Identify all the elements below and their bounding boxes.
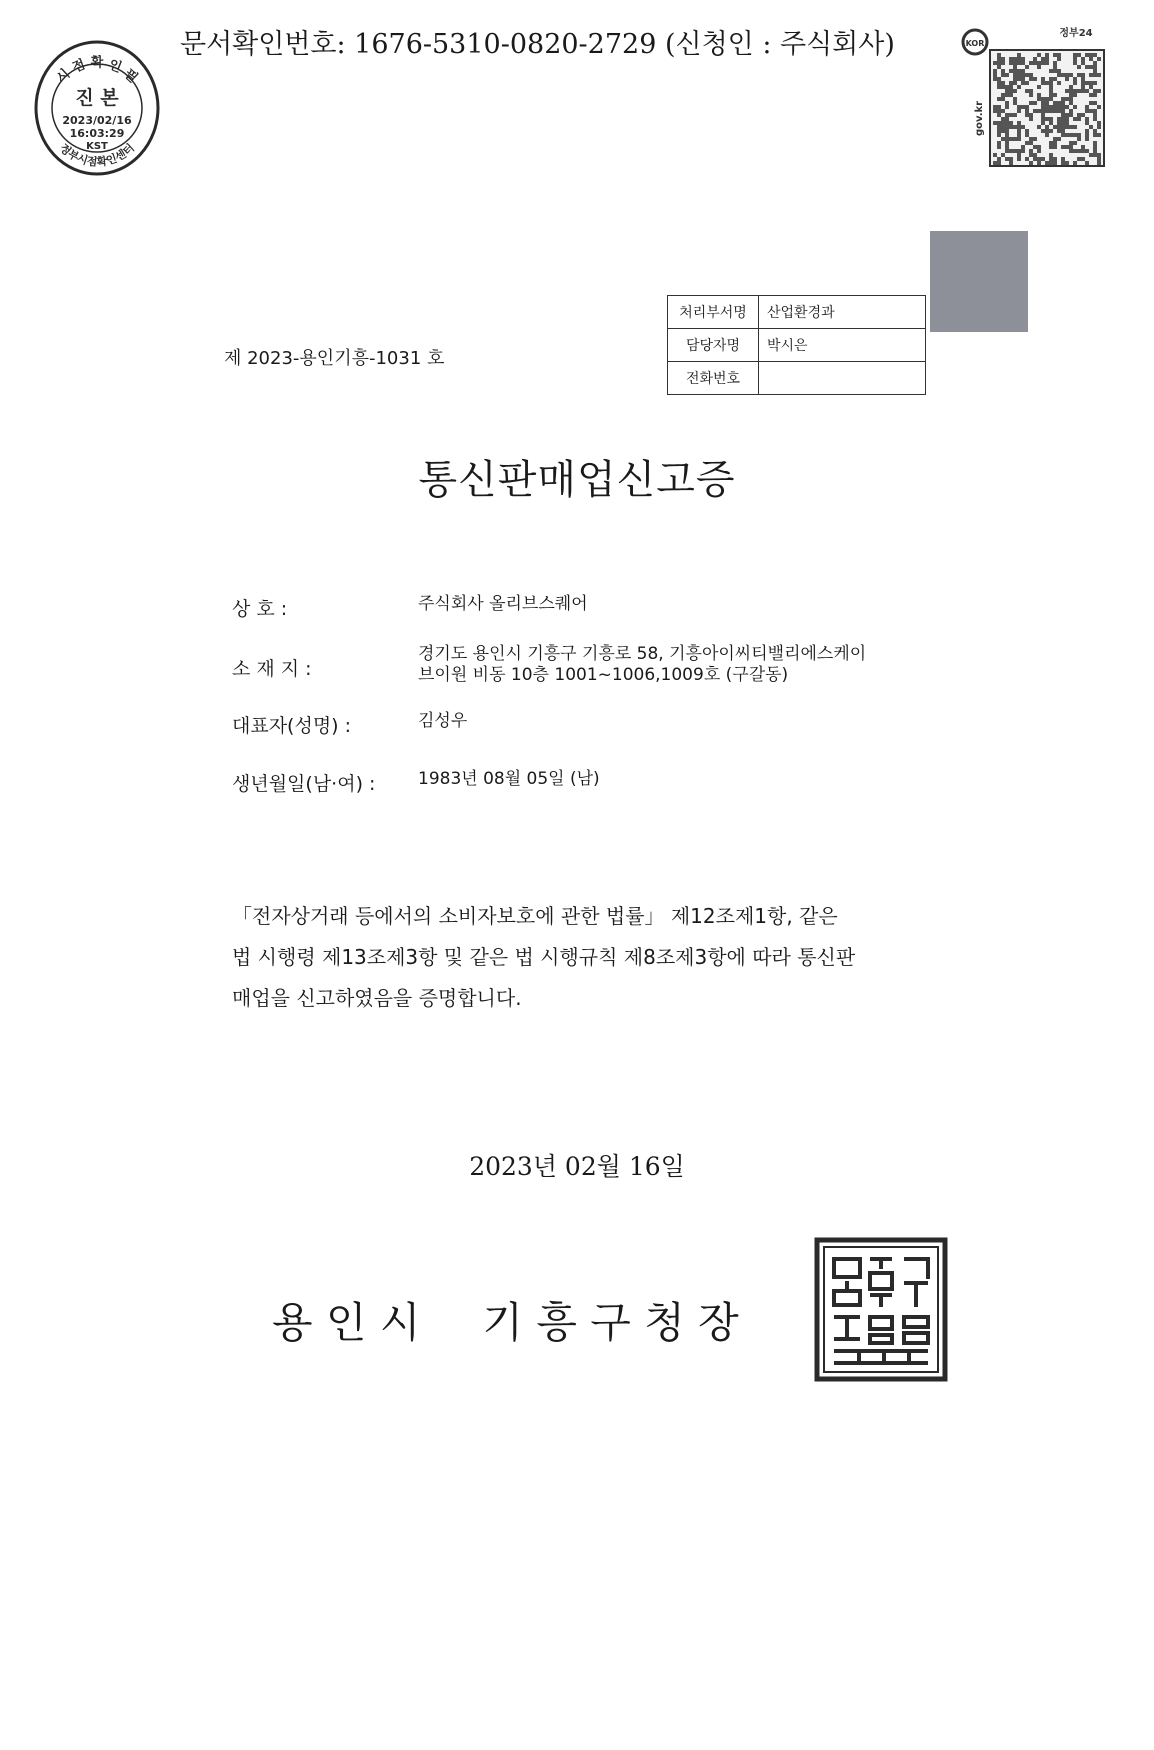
statement-line-2: 법 시행령 제13조제3항 및 같은 법 시행규칙 제8조제3항에 따라 통신판 xyxy=(232,945,856,969)
phone-value xyxy=(759,362,926,395)
verification-qr-block xyxy=(958,18,1108,170)
dept-label: 처리부서명 xyxy=(668,296,759,329)
dept-value: 산업환경과 xyxy=(759,296,926,329)
stamp-timezone: KST xyxy=(86,141,108,152)
representative-value: 김성우 xyxy=(418,711,468,731)
svg-text:시 점 확 인 필 xyxy=(54,55,141,87)
kor-badge-text: KOR xyxy=(965,39,985,48)
document-number: 제 2023-용인기흥-1031 호 xyxy=(224,348,445,369)
statement-line-3: 매업을 신고하였음을 증명합니다. xyxy=(232,986,522,1010)
authenticity-stamp xyxy=(32,36,162,178)
stamp-date: 2023/02/16 xyxy=(62,114,132,127)
issuer-office: 기 흥 구 청 장 xyxy=(482,1298,739,1347)
address-line-1: 경기도 용인시 기흥구 기흥로 58, 기흥아이씨티밸리에스케이 xyxy=(418,644,867,664)
field-birthdate xyxy=(232,769,600,796)
table-row xyxy=(668,296,926,329)
business-name-value: 주식회사 올리브스퀘어 xyxy=(418,594,588,614)
table-row xyxy=(668,329,926,362)
statement-line-1: 「전자상거래 등에서의 소비자보호에 관한 법률」 제12조제1항, 같은 xyxy=(232,904,838,928)
officer-label: 담당자명 xyxy=(668,329,759,362)
document-title: 통신판매업신고증 xyxy=(418,457,736,503)
representative-label: 대표자(성명) : xyxy=(232,715,352,737)
stamp-arc-top: 시 점 확 인 필 xyxy=(53,55,141,87)
field-address xyxy=(232,644,866,686)
address-line-2: 브이원 비동 10층 1001~1006,1009호 (구갈동) xyxy=(418,665,789,685)
phone-label: 전화번호 xyxy=(668,362,759,395)
business-name-label: 상 호 : xyxy=(232,598,288,620)
field-business-name xyxy=(232,594,588,621)
address-label: 소 재 지 : xyxy=(232,658,312,680)
issuer-city: 용 인 시 xyxy=(272,1298,421,1347)
officer-value: 박시은 xyxy=(759,329,926,362)
stamp-main-text: 진 본 xyxy=(75,87,119,109)
issue-date: 2023년 02월 16일 xyxy=(469,1152,685,1181)
gov24-brand-text: 정부24 xyxy=(1059,28,1093,39)
redacted-block xyxy=(930,231,1028,332)
official-seal-stamp xyxy=(814,1237,948,1382)
stamp-time: 16:03:29 xyxy=(69,127,125,140)
table-row xyxy=(668,362,926,395)
gov-kr-text: gov.kr xyxy=(974,100,985,136)
field-representative xyxy=(232,711,467,738)
processing-info-table xyxy=(667,295,926,395)
stamp-arc-bottom: 정부시점확인센터 xyxy=(57,141,137,169)
address-value xyxy=(418,644,866,686)
issuing-authority xyxy=(272,1290,739,1350)
certification-statement xyxy=(232,896,952,1019)
birthdate-value: 1983년 08월 05일 (남) xyxy=(418,769,600,789)
birthdate-label: 생년월일(남·여) : xyxy=(232,773,376,795)
document-confirmation-number: 문서확인번호: 1676-5310-0820-2729 (신청인 : 주식회사) xyxy=(180,29,895,60)
